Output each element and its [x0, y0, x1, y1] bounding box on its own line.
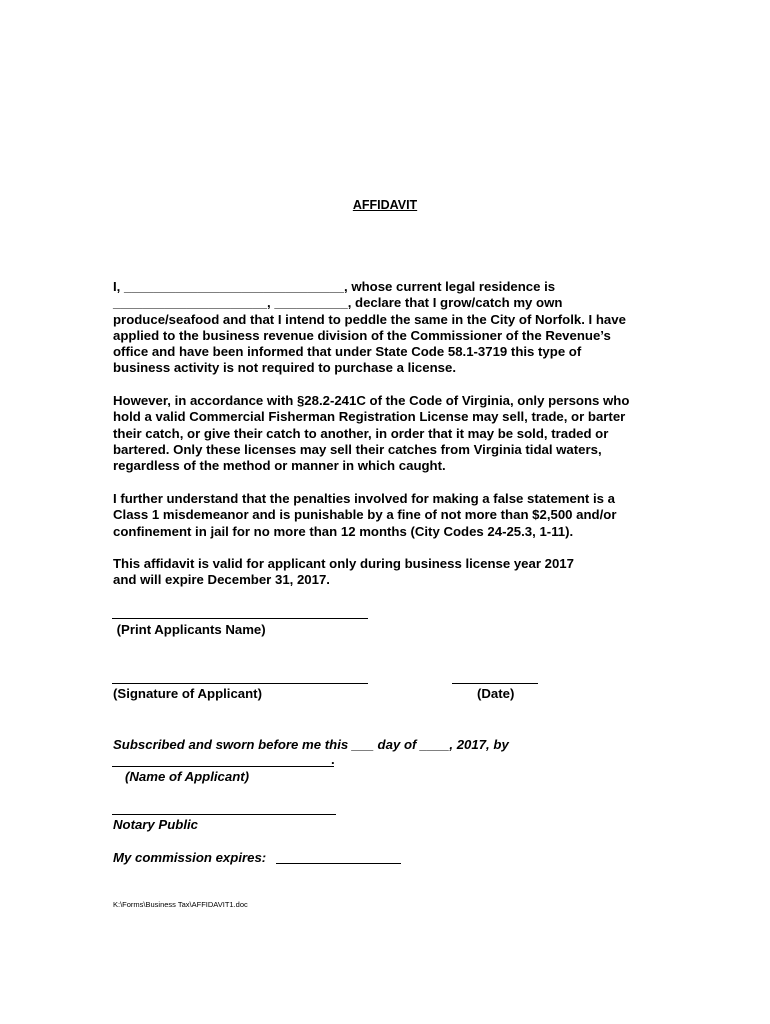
paragraph-line: I, ______________________________, whose current legal residence is — [113, 279, 556, 294]
paragraph-line: office and have been informed that under State Code 58.1-3719 this type of — [113, 344, 582, 360]
paragraph-line: However, in accordance with §28.2-241C of the Code of Virginia, only persons who — [113, 393, 630, 408]
paragraph-line: and will expire December 31, 2017. — [113, 572, 330, 588]
paragraph-line: regardless of the method or manner in which caught. — [113, 458, 446, 474]
paragraph-line: hold a valid Commercial Fisherman Registration License may sell, trade, or barter — [113, 409, 626, 425]
paragraph-line: confinement in jail for no more than 12 months (City Codes 24-25.3, 1-11). — [113, 523, 574, 539]
print-name-label: (Print Applicants Name) — [113, 622, 266, 637]
signature-label: (Signature of Applicant) — [113, 686, 262, 701]
applicant-name-line[interactable] — [112, 766, 334, 767]
footer-file-path: K:\Forms\Business Tax\AFFIDAVIT1.doc — [113, 900, 248, 909]
signature-line[interactable] — [112, 683, 368, 684]
paragraph-line: produce/seafood and that I intend to peddle the same in the City of Norfolk. I have — [113, 311, 626, 327]
print-name-line[interactable] — [112, 618, 368, 619]
paragraph-validity — [113, 556, 673, 589]
paragraph-line: applied to the business revenue division of the Commissioner of the Revenue’s — [113, 327, 611, 343]
commission-expiry-line[interactable] — [276, 863, 401, 864]
paragraph-line: business activity is not required to purchase a license. — [113, 360, 456, 376]
paragraph-penalties — [113, 491, 673, 540]
commission-label: My commission expires: — [113, 850, 267, 865]
document-title: AFFIDAVIT — [352, 198, 418, 212]
subscribed-text: Subscribed and sworn before me this ___ day of ____, 2017, by — [113, 737, 509, 752]
notary-label: Notary Public — [113, 817, 199, 832]
date-label: (Date) — [477, 686, 515, 701]
paragraph-code-of-virginia — [113, 393, 673, 474]
paragraph-declaration — [113, 279, 673, 377]
paragraph-line: Class 1 misdemeanor and is punishable by a fine of not more than $2,500 and/or — [113, 507, 617, 523]
paragraph-line: bartered. Only these licenses may sell their catches from Virginia tidal waters, — [113, 441, 602, 457]
paragraph-line: I further understand that the penalties involved for making a false statement is a — [113, 491, 615, 506]
name-of-applicant-label: (Name of Applicant) — [125, 769, 250, 784]
date-line[interactable] — [452, 683, 538, 684]
notary-line[interactable] — [112, 814, 336, 815]
paragraph-line: This affidavit is valid for applicant only during business license year 2017 — [113, 556, 574, 571]
paragraph-line: _____________________, __________, declare that I grow/catch my own — [113, 295, 563, 311]
subscribed-period: . — [331, 752, 335, 767]
paragraph-line: their catch, or give their catch to another, in order that it may be sold, traded or — [113, 425, 609, 441]
